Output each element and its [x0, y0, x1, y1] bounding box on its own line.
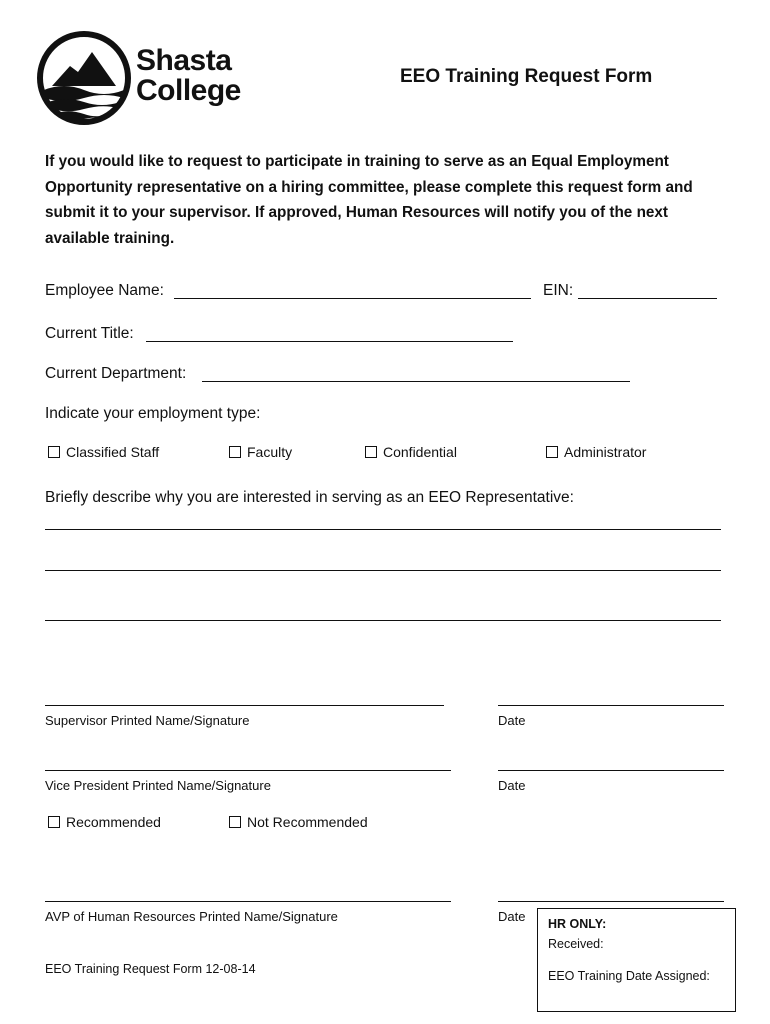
option-label: Faculty	[247, 444, 293, 460]
ein-label: EIN:	[543, 282, 574, 299]
current-title-field[interactable]	[146, 341, 513, 342]
describe-line-2[interactable]	[45, 570, 721, 571]
vp-signature-label: Vice President Printed Name/Signature	[45, 778, 271, 793]
supervisor-signature-label: Supervisor Printed Name/Signature	[45, 713, 250, 728]
vp-signature-field[interactable]	[45, 770, 451, 771]
current-department-field[interactable]	[202, 381, 630, 382]
vp-date-label: Date	[498, 778, 526, 793]
option-label: Administrator	[564, 444, 647, 460]
checkbox-icon	[546, 446, 558, 458]
supervisor-date-label: Date	[498, 713, 526, 728]
logo-wordmark	[136, 46, 241, 106]
form-title: EEO Training Request Form	[400, 66, 653, 87]
employment-type-prompt: Indicate your employment type:	[45, 405, 261, 422]
describe-prompt: Briefly describe why you are interested in serving as an EEO Representative:	[45, 489, 574, 506]
avp-signature-label: AVP of Human Resources Printed Name/Signature	[45, 909, 338, 924]
checkbox-icon	[365, 446, 377, 458]
checkbox-confidential[interactable]	[365, 444, 457, 460]
checkbox-recommended[interactable]	[48, 814, 161, 830]
employee-name-label: Employee Name:	[45, 282, 164, 299]
logo-line-1: Shasta	[136, 44, 232, 77]
hr-received-label: Received:	[548, 937, 604, 951]
vp-date-field[interactable]	[498, 770, 724, 771]
option-label: Recommended	[66, 814, 161, 830]
checkbox-icon	[48, 446, 60, 458]
checkbox-icon	[229, 816, 241, 828]
checkbox-icon	[48, 816, 60, 828]
describe-line-1[interactable]	[45, 529, 721, 530]
form-footer: EEO Training Request Form 12-08-14	[45, 962, 256, 976]
intro-paragraph: If you would like to request to participate in training to serve as an Equal Employment Opportunity representative on a hiring committee, please complete this request form and submit it to your supervisor. If approved, Human Resources will notify you of the next available training.	[45, 153, 693, 247]
current-department-label: Current Department:	[45, 365, 187, 382]
avp-date-field[interactable]	[498, 901, 724, 902]
hr-only-box	[537, 908, 736, 1012]
checkbox-icon	[229, 446, 241, 458]
checkbox-administrator[interactable]	[546, 444, 646, 460]
avp-date-label: Date	[498, 909, 526, 924]
describe-line-3[interactable]	[45, 620, 721, 621]
avp-signature-field[interactable]	[45, 901, 451, 902]
checkbox-classified-staff[interactable]	[48, 444, 159, 460]
option-label: Confidential	[383, 444, 457, 460]
shasta-college-logo	[36, 30, 132, 126]
supervisor-date-field[interactable]	[498, 705, 724, 706]
supervisor-signature-field[interactable]	[45, 705, 444, 706]
option-label: Not Recommended	[247, 814, 368, 830]
checkbox-faculty[interactable]	[229, 444, 292, 460]
checkbox-not-recommended[interactable]	[229, 814, 368, 830]
ein-field[interactable]	[578, 298, 717, 299]
hr-training-date-label: EEO Training Date Assigned:	[548, 969, 710, 983]
employee-name-field[interactable]	[174, 298, 531, 299]
hr-only-heading: HR ONLY:	[548, 917, 607, 931]
current-title-label: Current Title:	[45, 325, 134, 342]
logo-line-2: College	[136, 74, 241, 107]
option-label: Classified Staff	[66, 444, 160, 460]
